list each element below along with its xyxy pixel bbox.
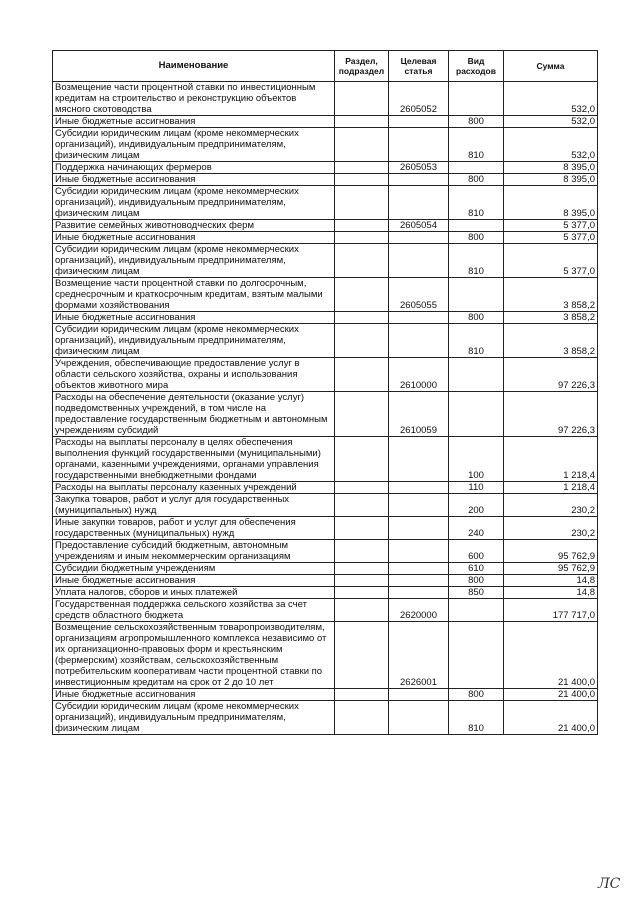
- row-section: [335, 162, 389, 174]
- row-target: [389, 701, 449, 735]
- header-type: Вид расходов: [449, 51, 504, 82]
- row-section: [335, 358, 389, 392]
- row-target: [389, 540, 449, 563]
- row-type: [449, 358, 504, 392]
- row-type: [449, 82, 504, 116]
- row-target: 2626001: [389, 622, 449, 689]
- row-sum: 21 400,0: [504, 622, 598, 689]
- row-name: Иные закупки товаров, работ и услуг для обеспечения государственных (муниципальных) нужд: [53, 517, 335, 540]
- row-type: 810: [449, 186, 504, 220]
- row-target: [389, 517, 449, 540]
- row-sum: 5 377,0: [504, 244, 598, 278]
- row-sum: 532,0: [504, 82, 598, 116]
- row-sum: 1 218,4: [504, 482, 598, 494]
- table-row: [53, 517, 598, 540]
- row-section: [335, 392, 389, 437]
- table-row: [53, 701, 598, 735]
- row-type: 100: [449, 437, 504, 482]
- row-target: [389, 437, 449, 482]
- row-section: [335, 575, 389, 587]
- row-name: Иные бюджетные ассигнования: [53, 174, 335, 186]
- row-section: [335, 494, 389, 517]
- row-target: [389, 324, 449, 358]
- row-type: 800: [449, 232, 504, 244]
- row-section: [335, 563, 389, 575]
- row-name: Субсидии юридическим лицам (кроме некоммерческих организаций), индивидуальным предпринимателям, физическим лицам: [53, 244, 335, 278]
- row-section: [335, 244, 389, 278]
- row-name: Государственная поддержка сельского хозяйства за счет средств областного бюджета: [53, 599, 335, 622]
- row-type: 800: [449, 575, 504, 587]
- table-row: [53, 278, 598, 312]
- header-name: Наименование: [53, 51, 335, 82]
- header-target: Целевая статья: [389, 51, 449, 82]
- table-row: [53, 587, 598, 599]
- table-row: [53, 116, 598, 128]
- header-sum: Сумма: [504, 51, 598, 82]
- table-row: [53, 220, 598, 232]
- table-row: [53, 82, 598, 116]
- row-type: 800: [449, 174, 504, 186]
- table-body: [53, 82, 598, 735]
- row-section: [335, 622, 389, 689]
- row-sum: 21 400,0: [504, 689, 598, 701]
- row-target: [389, 116, 449, 128]
- row-name: Развитие семейных животноводческих ферм: [53, 220, 335, 232]
- table-row: [53, 599, 598, 622]
- row-name: Иные бюджетные ассигнования: [53, 116, 335, 128]
- row-section: [335, 278, 389, 312]
- row-name: Уплата налогов, сборов и иных платежей: [53, 587, 335, 599]
- row-section: [335, 128, 389, 162]
- row-target: [389, 244, 449, 278]
- row-type: 110: [449, 482, 504, 494]
- row-section: [335, 220, 389, 232]
- row-name: Закупка товаров, работ и услуг для государственных (муниципальных) нужд: [53, 494, 335, 517]
- row-name: Иные бюджетные ассигнования: [53, 232, 335, 244]
- row-target: [389, 575, 449, 587]
- row-sum: 95 762,9: [504, 540, 598, 563]
- row-sum: 532,0: [504, 128, 598, 162]
- table-row: [53, 128, 598, 162]
- row-target: 2620000: [389, 599, 449, 622]
- row-target: 2605055: [389, 278, 449, 312]
- row-section: [335, 312, 389, 324]
- row-name: Возмещение сельскохозяйственным товаропроизводителям, организациям агропромышленного комплекса независимо от их организационно-правовых форм и крестьянским (фермерским) хозяйствам, сельскохозяйственным потребительским кооперативам части процентной ставки по инвестиционным кредитам на срок от 2 до 10 лет: [53, 622, 335, 689]
- row-target: [389, 128, 449, 162]
- table-row: [53, 232, 598, 244]
- row-sum: 1 218,4: [504, 437, 598, 482]
- table-row: [53, 358, 598, 392]
- row-type: 850: [449, 587, 504, 599]
- row-section: [335, 82, 389, 116]
- row-type: 810: [449, 244, 504, 278]
- row-sum: 3 858,2: [504, 278, 598, 312]
- row-section: [335, 701, 389, 735]
- row-target: [389, 689, 449, 701]
- page-mark: ЛС: [598, 876, 621, 892]
- row-sum: 97 226,3: [504, 392, 598, 437]
- header-section: Раздел, подраздел: [335, 51, 389, 82]
- row-target: [389, 174, 449, 186]
- row-sum: 14,8: [504, 587, 598, 599]
- row-target: 2605052: [389, 82, 449, 116]
- row-name: Предоставление субсидий бюджетным, автономным учреждениям и иным некоммерческим организациям: [53, 540, 335, 563]
- row-section: [335, 186, 389, 220]
- table-row: [53, 575, 598, 587]
- table-row: [53, 162, 598, 174]
- row-type: [449, 162, 504, 174]
- table-row: [53, 174, 598, 186]
- table-row: [53, 244, 598, 278]
- row-target: 2610000: [389, 358, 449, 392]
- row-type: 610: [449, 563, 504, 575]
- row-type: 810: [449, 324, 504, 358]
- row-name: Субсидии юридическим лицам (кроме некоммерческих организаций), индивидуальным предпринимателям, физическим лицам: [53, 186, 335, 220]
- row-sum: 532,0: [504, 116, 598, 128]
- table-row: [53, 186, 598, 220]
- row-target: [389, 482, 449, 494]
- row-section: [335, 540, 389, 563]
- row-section: [335, 482, 389, 494]
- row-section: [335, 232, 389, 244]
- row-sum: 8 395,0: [504, 186, 598, 220]
- row-section: [335, 174, 389, 186]
- row-name: Расходы на выплаты персоналу казенных учреждений: [53, 482, 335, 494]
- row-sum: 5 377,0: [504, 232, 598, 244]
- row-name: Расходы на выплаты персоналу в целях обеспечения выполнения функций государственными (муниципальными) органами, казенными учреждениями, органами управления государственными внебюджетными фондами: [53, 437, 335, 482]
- table-row: [53, 312, 598, 324]
- row-sum: 230,2: [504, 494, 598, 517]
- row-sum: 97 226,3: [504, 358, 598, 392]
- row-sum: 8 395,0: [504, 174, 598, 186]
- table-row: [53, 392, 598, 437]
- table-row: [53, 482, 598, 494]
- row-type: [449, 622, 504, 689]
- row-name: Иные бюджетные ассигнования: [53, 575, 335, 587]
- row-target: 2605054: [389, 220, 449, 232]
- row-name: Субсидии юридическим лицам (кроме некоммерческих организаций), индивидуальным предпринимателям, физическим лицам: [53, 701, 335, 735]
- row-section: [335, 116, 389, 128]
- row-name: Субсидии юридическим лицам (кроме некоммерческих организаций), индивидуальным предпринимателям, физическим лицам: [53, 128, 335, 162]
- row-type: 200: [449, 494, 504, 517]
- row-sum: 8 395,0: [504, 162, 598, 174]
- row-type: 240: [449, 517, 504, 540]
- table-header-row: [53, 51, 598, 82]
- row-type: 800: [449, 312, 504, 324]
- table-row: [53, 324, 598, 358]
- row-name: Поддержка начинающих фермеров: [53, 162, 335, 174]
- row-sum: 3 858,2: [504, 324, 598, 358]
- row-type: 600: [449, 540, 504, 563]
- row-name: Иные бюджетные ассигнования: [53, 312, 335, 324]
- row-name: Субсидии бюджетным учреждениям: [53, 563, 335, 575]
- row-target: [389, 312, 449, 324]
- row-type: [449, 392, 504, 437]
- row-type: [449, 220, 504, 232]
- table-row: [53, 494, 598, 517]
- row-sum: 95 762,9: [504, 563, 598, 575]
- row-name: Иные бюджетные ассигнования: [53, 689, 335, 701]
- row-name: Возмещение части процентной ставки по инвестиционным кредитам на строительство и реконструкцию объектов мясного скотоводства: [53, 82, 335, 116]
- row-section: [335, 324, 389, 358]
- row-name: Субсидии юридическим лицам (кроме некоммерческих организаций), индивидуальным предпринимателям, физическим лицам: [53, 324, 335, 358]
- table-row: [53, 563, 598, 575]
- row-sum: 177 717,0: [504, 599, 598, 622]
- row-target: 2610059: [389, 392, 449, 437]
- row-sum: 21 400,0: [504, 701, 598, 735]
- row-section: [335, 689, 389, 701]
- row-type: 800: [449, 116, 504, 128]
- row-sum: 5 377,0: [504, 220, 598, 232]
- table-row: [53, 689, 598, 701]
- row-target: [389, 587, 449, 599]
- row-sum: 230,2: [504, 517, 598, 540]
- row-sum: 14,8: [504, 575, 598, 587]
- row-target: [389, 186, 449, 220]
- budget-table: [52, 50, 598, 735]
- row-type: 810: [449, 701, 504, 735]
- row-name: Учреждения, обеспечивающие предоставление услуг в области сельского хозяйства, охраны и использования объектов животного мира: [53, 358, 335, 392]
- row-section: [335, 587, 389, 599]
- table-row: [53, 437, 598, 482]
- row-target: [389, 232, 449, 244]
- row-type: 800: [449, 689, 504, 701]
- row-type: 810: [449, 128, 504, 162]
- row-target: [389, 563, 449, 575]
- row-target: 2605053: [389, 162, 449, 174]
- row-section: [335, 599, 389, 622]
- row-section: [335, 517, 389, 540]
- row-section: [335, 437, 389, 482]
- row-type: [449, 599, 504, 622]
- table-row: [53, 540, 598, 563]
- row-sum: 3 858,2: [504, 312, 598, 324]
- row-type: [449, 278, 504, 312]
- table-row: [53, 622, 598, 689]
- row-target: [389, 494, 449, 517]
- row-name: Расходы на обеспечение деятельности (оказание услуг) подведомственных учреждений, в том числе на предоставление государственным бюджетным и автономным учреждениям субсидий: [53, 392, 335, 437]
- row-name: Возмещение части процентной ставки по долгосрочным, среднесрочным и краткосрочным кредитам, взятым малыми формами хозяйствования: [53, 278, 335, 312]
